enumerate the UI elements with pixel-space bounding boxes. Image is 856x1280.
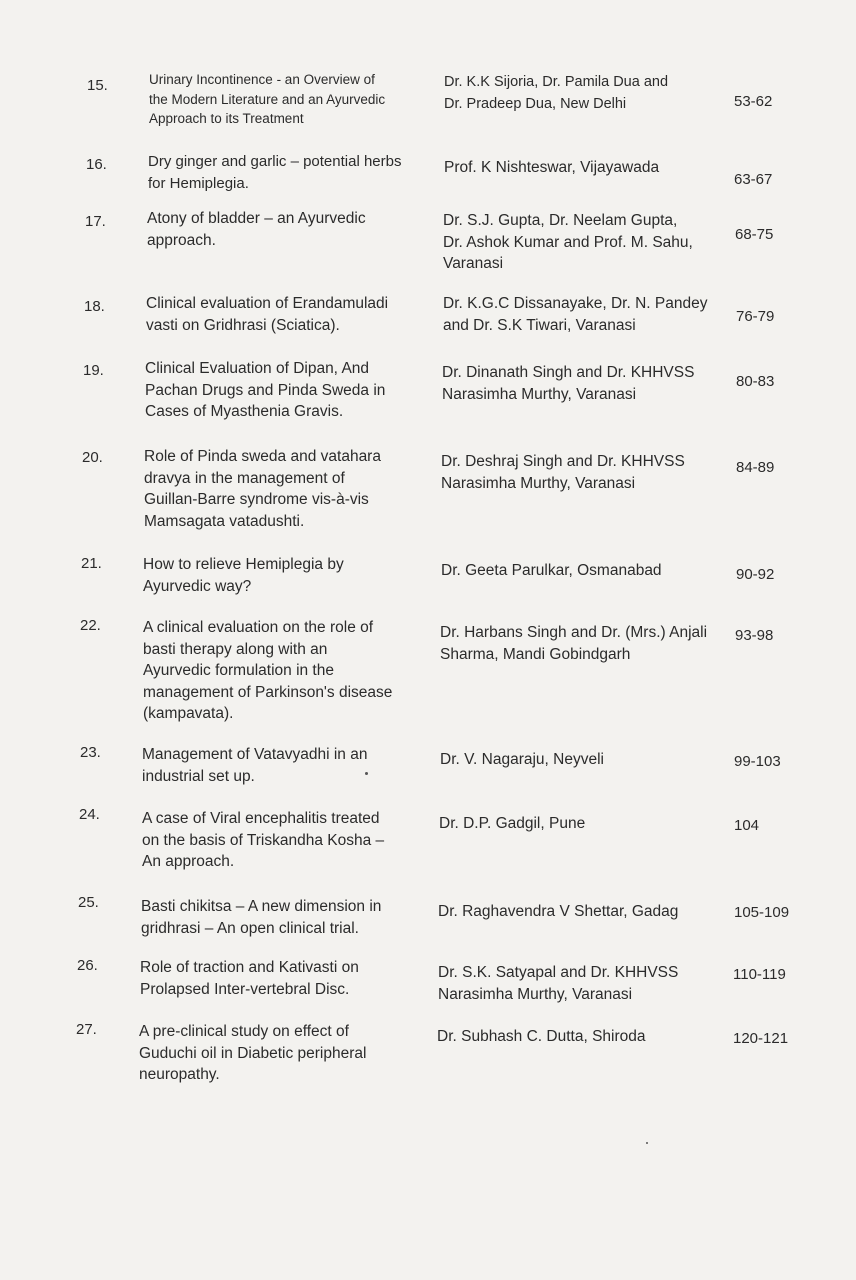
entry-authors: Dr. Harbans Singh and Dr. (Mrs.) Anjali Sharma, Mandi Gobindgarh xyxy=(440,624,708,663)
entry-pages: 93-98 xyxy=(735,627,774,644)
entry-authors: Dr. S.J. Gupta, Dr. Neelam Gupta, Dr. Ashok Kumar and Prof. M. Sahu, Varanasi xyxy=(443,212,693,272)
entry-title: Management of Vatavyadhi in an industrial set up. xyxy=(142,746,368,785)
entry-title: A clinical evaluation on the role of basti therapy along with an Ayurvedic formulation in the management of Parkinson's disease (kampavata). xyxy=(143,619,393,722)
entry-pages: 120-121 xyxy=(733,1030,789,1047)
entry-pages: 53-62 xyxy=(734,93,773,110)
entry-number: 15. xyxy=(87,77,108,94)
entry-number: 23. xyxy=(80,744,101,761)
entry-number: 20. xyxy=(82,449,103,466)
entry-title: A case of Viral encephalitis treated on the basis of Triskandha Kosha – An approach. xyxy=(142,810,385,870)
entry-pages: 63-67 xyxy=(734,171,773,188)
entry-pages: 104 xyxy=(734,817,760,834)
entry-authors: Dr. Subhash C. Dutta, Shiroda xyxy=(437,1028,646,1045)
entry-number: 19. xyxy=(83,362,104,379)
entry-number: 26. xyxy=(77,957,98,974)
entry-authors: Prof. K Nishteswar, Vijayawada xyxy=(444,159,660,176)
entry-authors: Dr. V. Nagaraju, Neyveli xyxy=(440,751,604,768)
entry-pages: 80-83 xyxy=(736,373,775,390)
entry-number: 21. xyxy=(81,555,102,572)
entry-authors: Dr. Dinanath Singh and Dr. KHHVSS Narasimha Murthy, Varanasi xyxy=(442,364,695,403)
entry-title: Clinical evaluation of Erandamuladi vasti on Gridhrasi (Sciatica). xyxy=(146,295,389,334)
entry-pages: 110-119 xyxy=(733,966,786,983)
entry-number: 27. xyxy=(76,1021,97,1038)
entry-pages: 68-75 xyxy=(735,226,774,243)
entry-pages: 90-92 xyxy=(736,566,775,583)
entry-title: Role of traction and Kativasti on Prolapsed Inter-vertebral Disc. xyxy=(140,959,359,998)
entry-title: Dry ginger and garlic – potential herbs for Hemiplegia. xyxy=(148,153,402,192)
entry-title: Role of Pinda sweda and vatahara dravya in the management of Guillan-Barre syndrome vis-à-vis Mamsagata vatadushti. xyxy=(144,448,381,530)
entry-number: 17. xyxy=(85,213,106,230)
entry-authors: Dr. Deshraj Singh and Dr. KHHVSS Narasimha Murthy, Varanasi xyxy=(441,453,685,492)
entry-number: 25. xyxy=(78,894,99,911)
entry-authors: Dr. S.K. Satyapal and Dr. KHHVSS Narasimha Murthy, Varanasi xyxy=(438,964,679,1003)
entry-authors: Dr. K.G.C Dissanayake, Dr. N. Pandey and Dr. S.K Tiwari, Varanasi xyxy=(443,295,708,334)
entry-title: A pre-clinical study on effect of Guduchi oil in Diabetic peripheral neuropathy. xyxy=(139,1023,367,1083)
entry-pages: 76-79 xyxy=(736,308,775,325)
entry-authors: Dr. D.P. Gadgil, Pune xyxy=(439,815,586,832)
entry-authors: Dr. Raghavendra V Shettar, Gadag xyxy=(438,903,679,920)
scan-speck xyxy=(365,772,368,775)
entry-number: 16. xyxy=(86,156,107,173)
entry-number: 18. xyxy=(84,298,105,315)
entry-authors: Dr. Geeta Parulkar, Osmanabad xyxy=(441,562,662,579)
entry-title: Basti chikitsa – A new dimension in gridhrasi – An open clinical trial. xyxy=(141,898,382,937)
entry-number: 22. xyxy=(80,617,101,634)
entry-authors: Dr. K.K Sijoria, Dr. Pamila Dua and Dr. Pradeep Dua, New Delhi xyxy=(444,74,669,112)
entry-pages: 84-89 xyxy=(736,459,775,476)
entry-pages: 105-109 xyxy=(734,904,790,921)
entry-title: Clinical Evaluation of Dipan, And Pachan Drugs and Pinda Sweda in Cases of Myasthenia Gravis. xyxy=(145,360,386,420)
entry-number: 24. xyxy=(79,806,100,823)
entry-pages: 99-103 xyxy=(734,753,781,770)
entry-title: Atony of bladder – an Ayurvedic approach. xyxy=(147,210,366,249)
entry-title: How to relieve Hemiplegia by Ayurvedic way? xyxy=(143,556,344,595)
scan-speck xyxy=(646,1142,648,1144)
entry-title: Urinary Incontinence - an Overview of the Modern Literature and an Ayurvedic Approach to its Treatment xyxy=(149,72,386,126)
